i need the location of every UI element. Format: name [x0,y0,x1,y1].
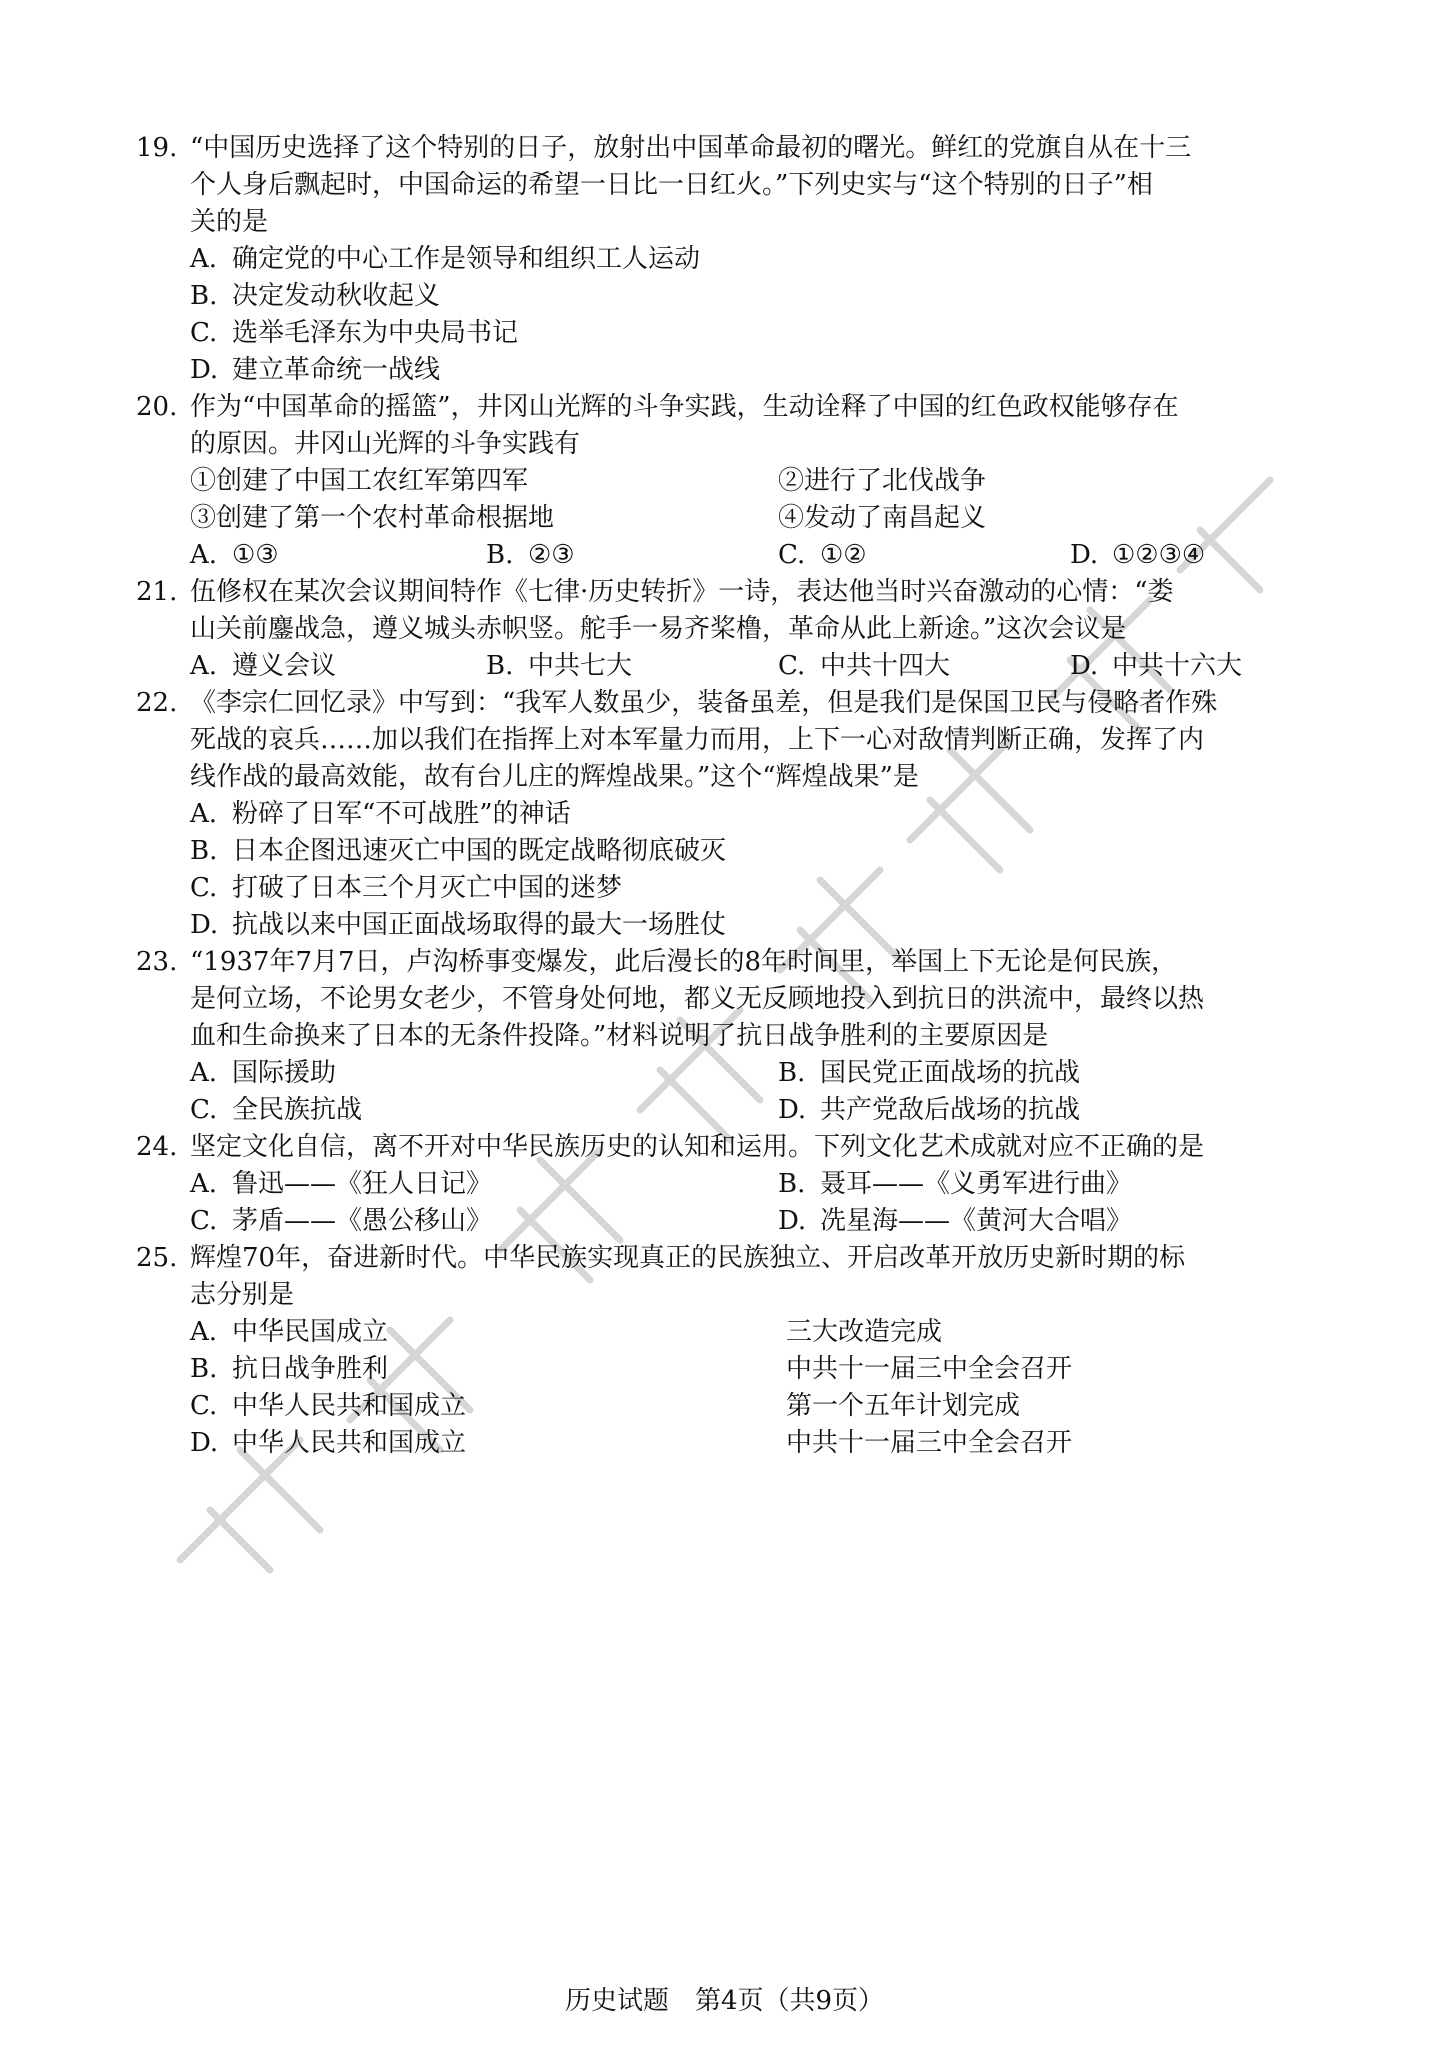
question-21-option-b: B. 中共七大 [486,651,633,681]
question-25-option-c: C. 中华人民共和国成立 第一个五年计划完成 [190,1391,1021,1421]
question-20-option-a: A. ①③ [190,540,279,570]
question-20-item-1: ①创建了中国工农红军第四军 [190,466,529,496]
question-23-option-a: A. 国际援助 [190,1058,337,1088]
question-20-item-3: ③创建了第一个农村革命根据地 [190,503,555,533]
question-24-option-a: A. 鲁迅——《狂人日记》 [190,1169,493,1199]
question-19-option-a: A. 确定党的中心工作是领导和组织工人运动 [190,244,701,274]
question-19-line-1: 19. “中国历史选择了这个特别的日子，放射出中国革命最初的曙光。鲜红的党旗自从在十三 [136,133,1192,163]
question-20-option-b: B. ②③ [486,540,575,570]
question-19-option-c: C. 选举毛泽东为中央局书记 [190,318,519,348]
question-23-option-c: C. 全民族抗战 [190,1095,363,1125]
question-21-option-c: C. 中共十四大 [778,651,951,681]
question-19-option-b: B. 决定发动秋收起义 [190,281,441,311]
question-25-option-a: A. 中华民国成立 三大改造完成 [190,1317,943,1347]
page-footer: 历史试题 第4页（共9页） [564,1986,885,2016]
question-24-option-c: C. 茅盾——《愚公移山》 [190,1206,493,1236]
question-23-option-d: D. 共产党敌后战场的抗战 [778,1095,1081,1125]
question-22-option-d: D. 抗战以来中国正面战场取得的最大一场胜仗 [190,910,727,940]
question-21-option-a: A. 遵义会议 [190,651,337,681]
question-21-line-2: 山关前鏖战急，遵义城头赤帜竖。舵手一易齐桨橹，革命从此上新途。”这次会议是 [190,614,1127,644]
question-20-option-c: C. ①② [778,540,867,570]
question-22-line-1: 22. 《李宗仁回忆录》中写到：“我军人数虽少，装备虽差，但是我们是保国卫民与侵略者作殊 [136,688,1218,718]
question-24-option-d: D. 冼星海——《黄河大合唱》 [778,1206,1133,1236]
question-19-line-3: 关的是 [190,207,269,237]
question-22-option-b: B. 日本企图迅速灭亡中国的既定战略彻底破灭 [190,836,727,866]
question-20-item-4: ④发动了南昌起义 [778,503,987,533]
question-20-line-2: 的原因。井冈山光辉的斗争实践有 [190,429,581,459]
question-20-option-d: D. ①②③④ [1070,540,1206,570]
question-24-option-b: B. 聂耳——《义勇军进行曲》 [778,1169,1133,1199]
question-22-option-c: C. 打破了日本三个月灭亡中国的迷梦 [190,873,623,903]
question-23-line-2: 是何立场，不论男女老少，不管身处何地，都义无反顾地投入到抗日的洪流中，最终以热 [190,984,1205,1014]
question-20-item-2: ②进行了北伐战争 [778,466,987,496]
question-21-line-1: 21. 伍修权在某次会议期间特作《七律·历史转折》一诗，表达他当时兴奋激动的心情：“娄 [136,577,1174,607]
question-25-option-b: B. 抗日战争胜利 中共十一届三中全会召开 [190,1354,1073,1384]
question-22-line-3: 线作战的最高效能，故有台儿庄的辉煌战果。”这个“辉煌战果”是 [190,762,919,792]
question-20-line-1: 20. 作为“中国革命的摇篮”，井冈山光辉的斗争实践，生动诠释了中国的红色政权能够存在 [136,392,1179,422]
question-24-line-1: 24. 坚定文化自信，离不开对中华民族历史的认知和运用。下列文化艺术成就对应不正确的是 [136,1132,1205,1162]
question-23-line-3: 血和生命换来了日本的无条件投降。”材料说明了抗日战争胜利的主要原因是 [190,1021,1049,1051]
question-22-option-a: A. 粉碎了日军“不可战胜”的神话 [190,799,571,829]
question-22-line-2: 死战的哀兵……加以我们在指挥上对本军量力而用，上下一心对敌情判断正确，发挥了内 [190,725,1205,755]
question-25-option-d: D. 中华人民共和国成立 中共十一届三中全会召开 [190,1428,1073,1458]
question-19-line-2: 个人身后飘起时，中国命运的希望一日比一日红火。”下列史实与“这个特别的日子”相 [190,170,1153,200]
question-23-line-1: 23. “1937年7月7日，卢沟桥事变爆发，此后漫长的8年时间里，举国上下无论是何民族， [136,947,1178,977]
question-23-option-b: B. 国民党正面战场的抗战 [778,1058,1081,1088]
question-19-option-d: D. 建立革命统一战线 [190,355,441,385]
question-21-option-d: D. 中共十六大 [1070,651,1243,681]
question-25-line-1: 25. 辉煌70年，奋进新时代。中华民族实现真正的民族独立、开启改革开放历史新时期的标 [136,1243,1186,1273]
question-25-line-2: 志分别是 [190,1280,295,1310]
